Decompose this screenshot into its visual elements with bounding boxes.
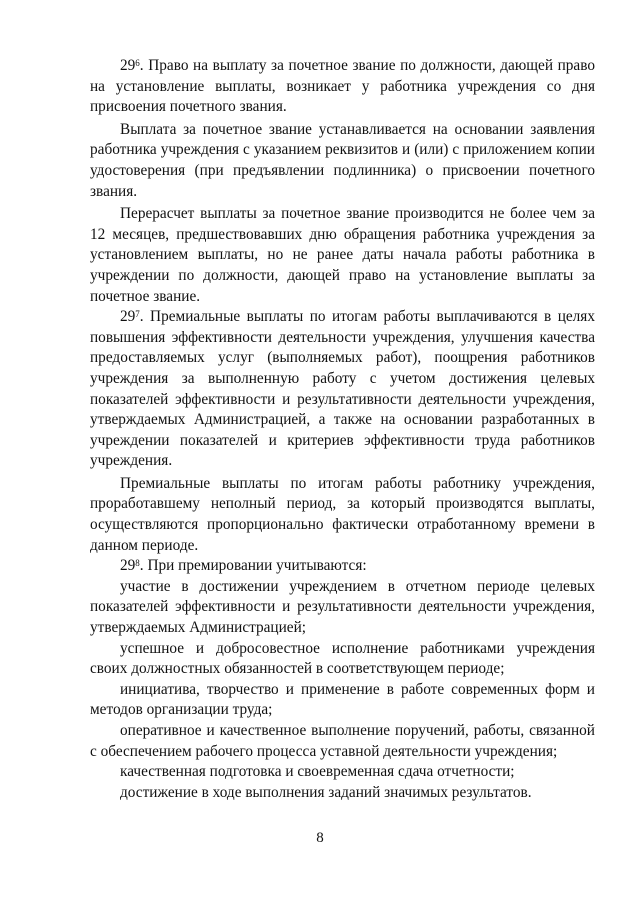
paragraph-29-8: [90, 556, 595, 577]
paragraph-29-7: [90, 307, 595, 472]
paragraph: Перерасчет выплаты за почетное звание производится не более чем за 12 месяцев, предшествовавших дню обращения работника учреждения за установлением выплаты, но не ранее даты начала работы работника в учреждении по должности, дающей право на установление выплаты за почетное звание.: [90, 205, 595, 305]
list-item: участие в достижении учреждением в отчетном периоде целевых показателей эффективности и результативности деятельности учреждения, утверждаемых Администрацией;: [90, 577, 595, 637]
clause-superscript: 6: [135, 58, 140, 68]
paragraph-29-6: [90, 56, 595, 118]
page-number: 8: [316, 830, 324, 846]
paragraph-text: . Право на выплату за почетное звание по должности, дающей право на установление выплаты, возникает у работника учреждения со дня присвоения почетного звания.: [90, 57, 595, 116]
document-body: [90, 56, 595, 803]
list-item: достижение в ходе выполнения заданий значимых результатов.: [120, 783, 532, 801]
paragraph: Выплата за почетное звание устанавливается на основании заявления работника учреждения с указанием реквизитов и (или) с приложением копии удостоверения (при предъявлении подлинника) о присвоении почетного звания.: [90, 120, 595, 200]
list-item: инициатива, творчество и применение в работе современных форм и методов организации труда;: [90, 680, 595, 719]
clause-superscript: 8: [135, 558, 140, 569]
list-item: качественная подготовка и своевременная сдача отчетности;: [120, 763, 515, 781]
paragraph-text: . При премировании учитываются:: [139, 557, 367, 575]
clause-number: 29: [120, 308, 136, 326]
clause-number: 29: [120, 57, 136, 74]
list-item: оперативное и качественное выполнение поручений, работы, связанной с обеспечением рабочего процесса уставной деятельности учреждения;: [90, 722, 595, 760]
clause-number: 29: [120, 557, 136, 575]
list-item: успешное и добросовестное исполнение работниками учреждения своих должностных обязанностей в соответствующем периоде;: [90, 639, 595, 678]
paragraph: Премиальные выплаты по итогам работы работнику учреждения, проработавшему неполный период, за который производятся выплаты, осуществляются пропорционально фактически отработанному времени в данном периоде.: [90, 474, 595, 554]
clause-superscript: 7: [135, 309, 140, 320]
paragraph-text: . Премиальные выплаты по итогам работы выплачиваются в целях повышения эффективности деятельности учреждения, улучшения качества предоставляемых услуг (выполняемых работ), поощрения работников учреждения за выполненную работу с учетом достижения целевых показателей эффективности и результативности деятельности учреждения, утверждаемых Администрацией, а также на основании разработанных в учреждении показателей и критериев эффективности труда работников учреждения.: [90, 308, 595, 470]
